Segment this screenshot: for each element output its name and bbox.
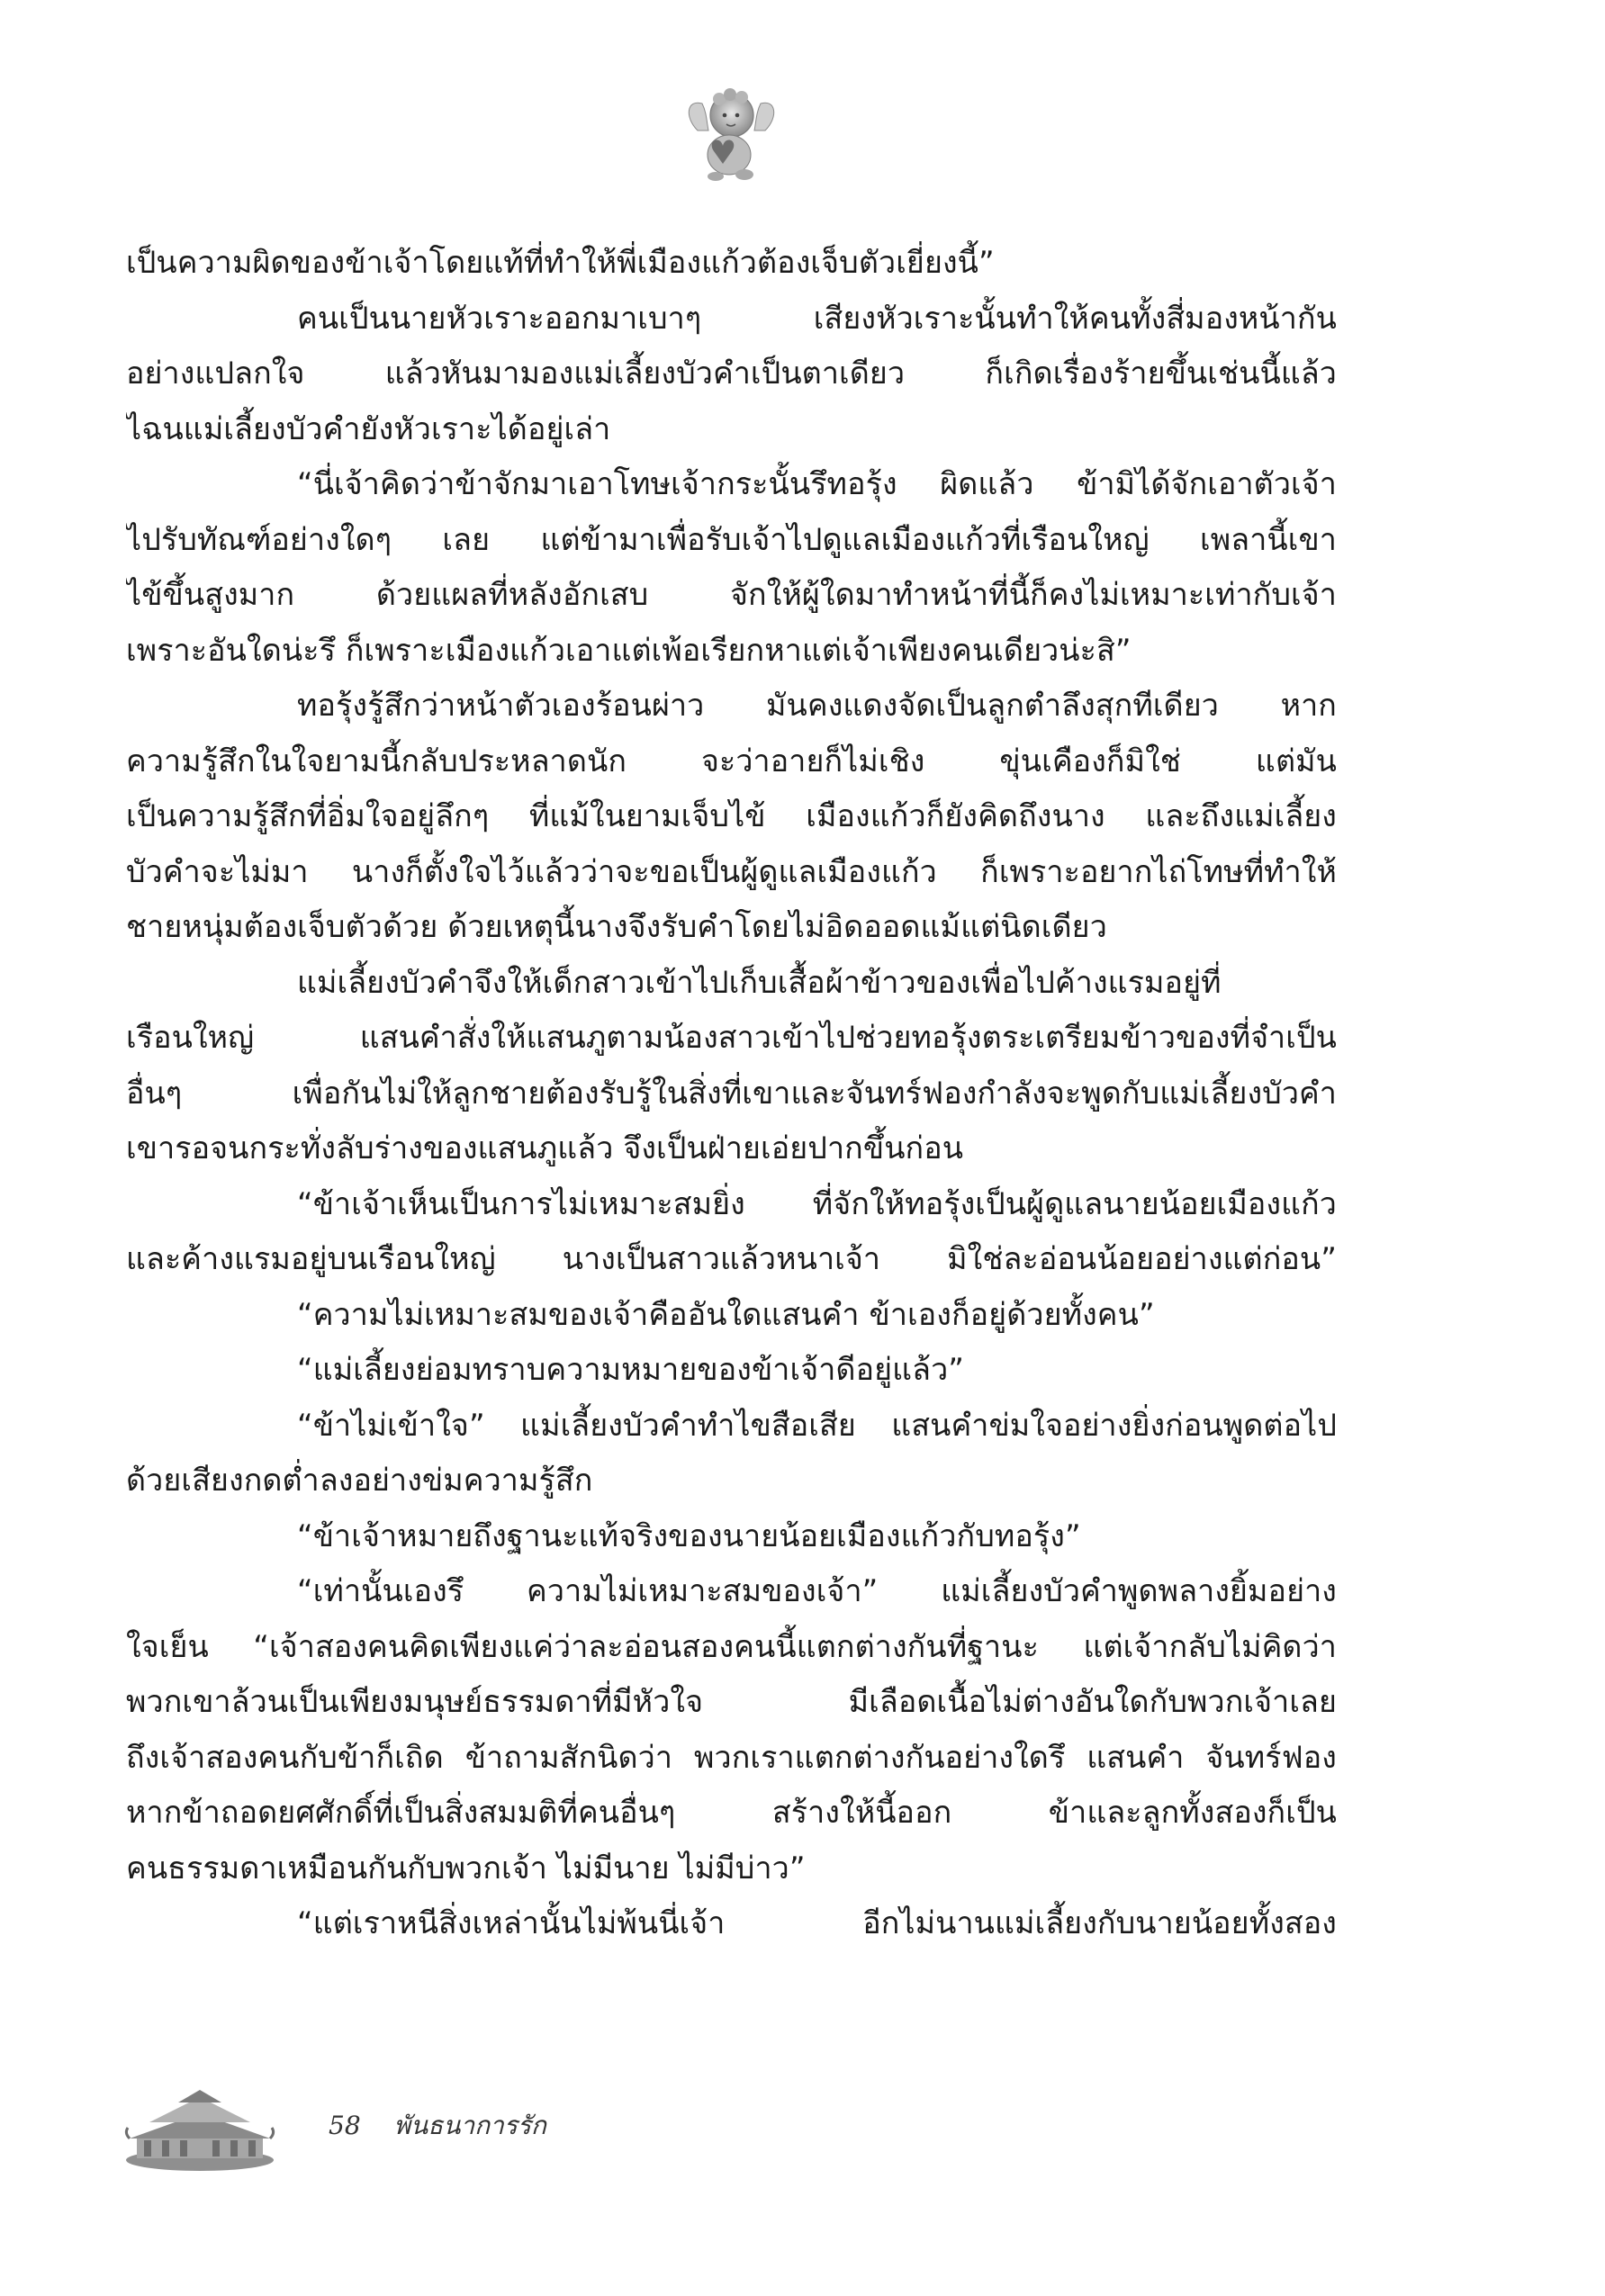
page-number: 58	[329, 2111, 361, 2140]
text-line: พวกเขาล้วนเป็นเพียงมนุษย์ธรรมดาที่มีหัวใจ มีเลือดเนื้อไม่ต่างอันใดกับพวกเจ้าเลย	[126, 1684, 1337, 1720]
text-line: “ความไม่เหมาะสมของเจ้าคืออันใดแสนคำ ข้าเองก็อยู่ด้วยทั้งคน”	[297, 1296, 1155, 1333]
text-line: “เท่านั้นเองรึ ความไม่เหมาะสมของเจ้า” แม่เลี้ยงบัวคำพูดพลางยิ้มอย่าง	[297, 1573, 1337, 1609]
text-line: ใจเย็น “เจ้าสองคนคิดเพียงแค่ว่าละอ่อนสองคนนี้แตกต่างกันที่ฐานะ แต่เจ้ากลับไม่คิดว่า	[126, 1628, 1337, 1665]
text-line: “ข้าไม่เข้าใจ” แม่เลี้ยงบัวคำทำไขสือเสีย แสนคำข่มใจอย่างยิ่งก่อนพูดต่อไป	[297, 1407, 1337, 1444]
text-line: บัวคำจะไม่มา นางก็ตั้งใจไว้แล้วว่าจะขอเป็นผู้ดูแลเมืองแก้ว ก็เพราะอยากไถ่โทษที่ทำให้	[126, 853, 1337, 890]
text-line: “แม่เลี้ยงย่อมทราบความหมายของข้าเจ้าดีอยู่แล้ว”	[297, 1352, 965, 1388]
text-line: เรือนใหญ่ แสนคำสั่งให้แสนภูตามน้องสาวเข้าไปช่วยทอรุ้งตระเตรียมข้าวของที่จำเป็น	[126, 1020, 1337, 1056]
text-line: ไปรับทัณฑ์อย่างใดๆ เลย แต่ข้ามาเพื่อรับเจ้าไปดูแลเมืองแก้วที่เรือนใหญ่ เพลานี้เขา	[126, 521, 1337, 558]
text-line: อย่างแปลกใจ แล้วหันมามองแม่เลี้ยงบัวคำเป็นตาเดียว ก็เกิดเรื่องร้ายขึ้นเช่นนี้แล้ว	[126, 356, 1337, 392]
text-line: ไฉนแม่เลี้ยงบัวคำยังหัวเราะได้อยู่เล่า	[126, 410, 611, 447]
text-line: หากข้าถอดยศศักดิ์ที่เป็นสิ่งสมมติที่คนอื่นๆ สร้างให้นี้ออก ข้าและลูกทั้งสองก็เป็น	[126, 1795, 1337, 1831]
book-title: พันธนาการรัก	[393, 2111, 546, 2140]
text-line: ชายหนุ่มต้องเจ็บตัวด้วย ด้วยเหตุนี้นางจึงรับคำโดยไม่อิดออดแม้แต่นิดเดียว	[126, 909, 1107, 945]
text-line: “แต่เราหนีสิ่งเหล่านั้นไม่พ้นนี่เจ้า อีกไม่นานแม่เลี้ยงกับนายน้อยทั้งสอง	[297, 1905, 1337, 1941]
text-line: “นี่เจ้าคิดว่าข้าจักมาเอาโทษเจ้ากระนั้นรึทอรุ้ง ผิดแล้ว ข้ามิได้จักเอาตัวเจ้า	[297, 466, 1337, 502]
page-footer	[329, 2106, 572, 2146]
chapter-body-text	[126, 236, 1337, 1952]
text-line: เขารอจนกระทั่งลับร่างของแสนภูแล้ว จึงเป็นฝ่ายเอ่ยปากขึ้นก่อน	[126, 1130, 964, 1166]
text-line: เป็นความผิดของข้าเจ้าโดยแท้ที่ทำให้พี่เมืองแก้วต้องเจ็บตัวเยี่ยงนี้”	[126, 245, 995, 281]
text-line: ถึงเจ้าสองคนกับข้าก็เถิด ข้าถามสักนิดว่า พวกเราแตกต่างกันอย่างใดรึ แสนคำ จันทร์ฟอง	[126, 1739, 1337, 1776]
text-line: คนธรรมดาเหมือนกันกับพวกเจ้า ไม่มีนาย ไม่มีบ่าว”	[126, 1850, 806, 1886]
text-line: และค้างแรมอยู่บนเรือนใหญ่ นางเป็นสาวแล้วหนาเจ้า มิใช่ละอ่อนน้อยอย่างแต่ก่อน”	[126, 1241, 1337, 1277]
text-line: เพราะอันใดน่ะรึ ก็เพราะเมืองแก้วเอาแต่เพ้อเรียกหาแต่เจ้าเพียงคนเดียวน่ะสิ”	[126, 632, 1132, 669]
text-line: ไข้ขึ้นสูงมาก ด้วยแผลที่หลังอักเสบ จักให้ผู้ใดมาทำหน้าที่นี้ก็คงไม่เหมาะเท่ากับเจ้า	[126, 577, 1337, 613]
text-line: คนเป็นนายหัวเราะออกมาเบาๆ เสียงหัวเราะนั้นทำให้คนทั้งสี่มองหน้ากัน	[297, 300, 1337, 337]
text-line: ด้วยเสียงกดต่ำลงอย่างข่มความรู้สึก	[126, 1463, 593, 1499]
text-line: ทอรุ้งรู้สึกว่าหน้าตัวเองร้อนผ่าว มันคงแดงจัดเป็นลูกตำลึงสุกทีเดียว หาก	[297, 688, 1337, 724]
cherub-cupid-icon	[680, 81, 783, 189]
text-line: อื่นๆ เพื่อกันไม่ให้ลูกชายต้องรับรู้ในสิ่งที่เขาและจันทร์ฟองกำลังจะพูดกับแม่เลี้ยงบัวคำ	[126, 1075, 1337, 1112]
temple-roof-icon	[124, 2090, 275, 2171]
text-line: “ข้าเจ้าเห็นเป็นการไม่เหมาะสมยิ่ง ที่จักให้ทอรุ้งเป็นผู้ดูแลนายน้อยเมืองแก้ว	[297, 1185, 1337, 1222]
text-line: เป็นความรู้สึกที่อิ่มใจอยู่ลึกๆ ที่แม้ในยามเจ็บไข้ เมืองแก้วก็ยังคิดถึงนาง และถึงแม่เลี้ยง	[126, 798, 1337, 834]
text-line: ความรู้สึกในใจยามนี้กลับประหลาดนัก จะว่าอายก็ไม่เชิง ขุ่นเคืองก็มิใช่ แต่มัน	[126, 743, 1337, 779]
text-line: แม่เลี้ยงบัวคำจึงให้เด็กสาวเข้าไปเก็บเสื้อผ้าข้าวของเพื่อไปค้างแรมอยู่ที่	[297, 964, 1222, 1001]
text-line: “ข้าเจ้าหมายถึงฐานะแท้จริงของนายน้อยเมืองแก้วกับทอรุ้ง”	[297, 1517, 1081, 1554]
